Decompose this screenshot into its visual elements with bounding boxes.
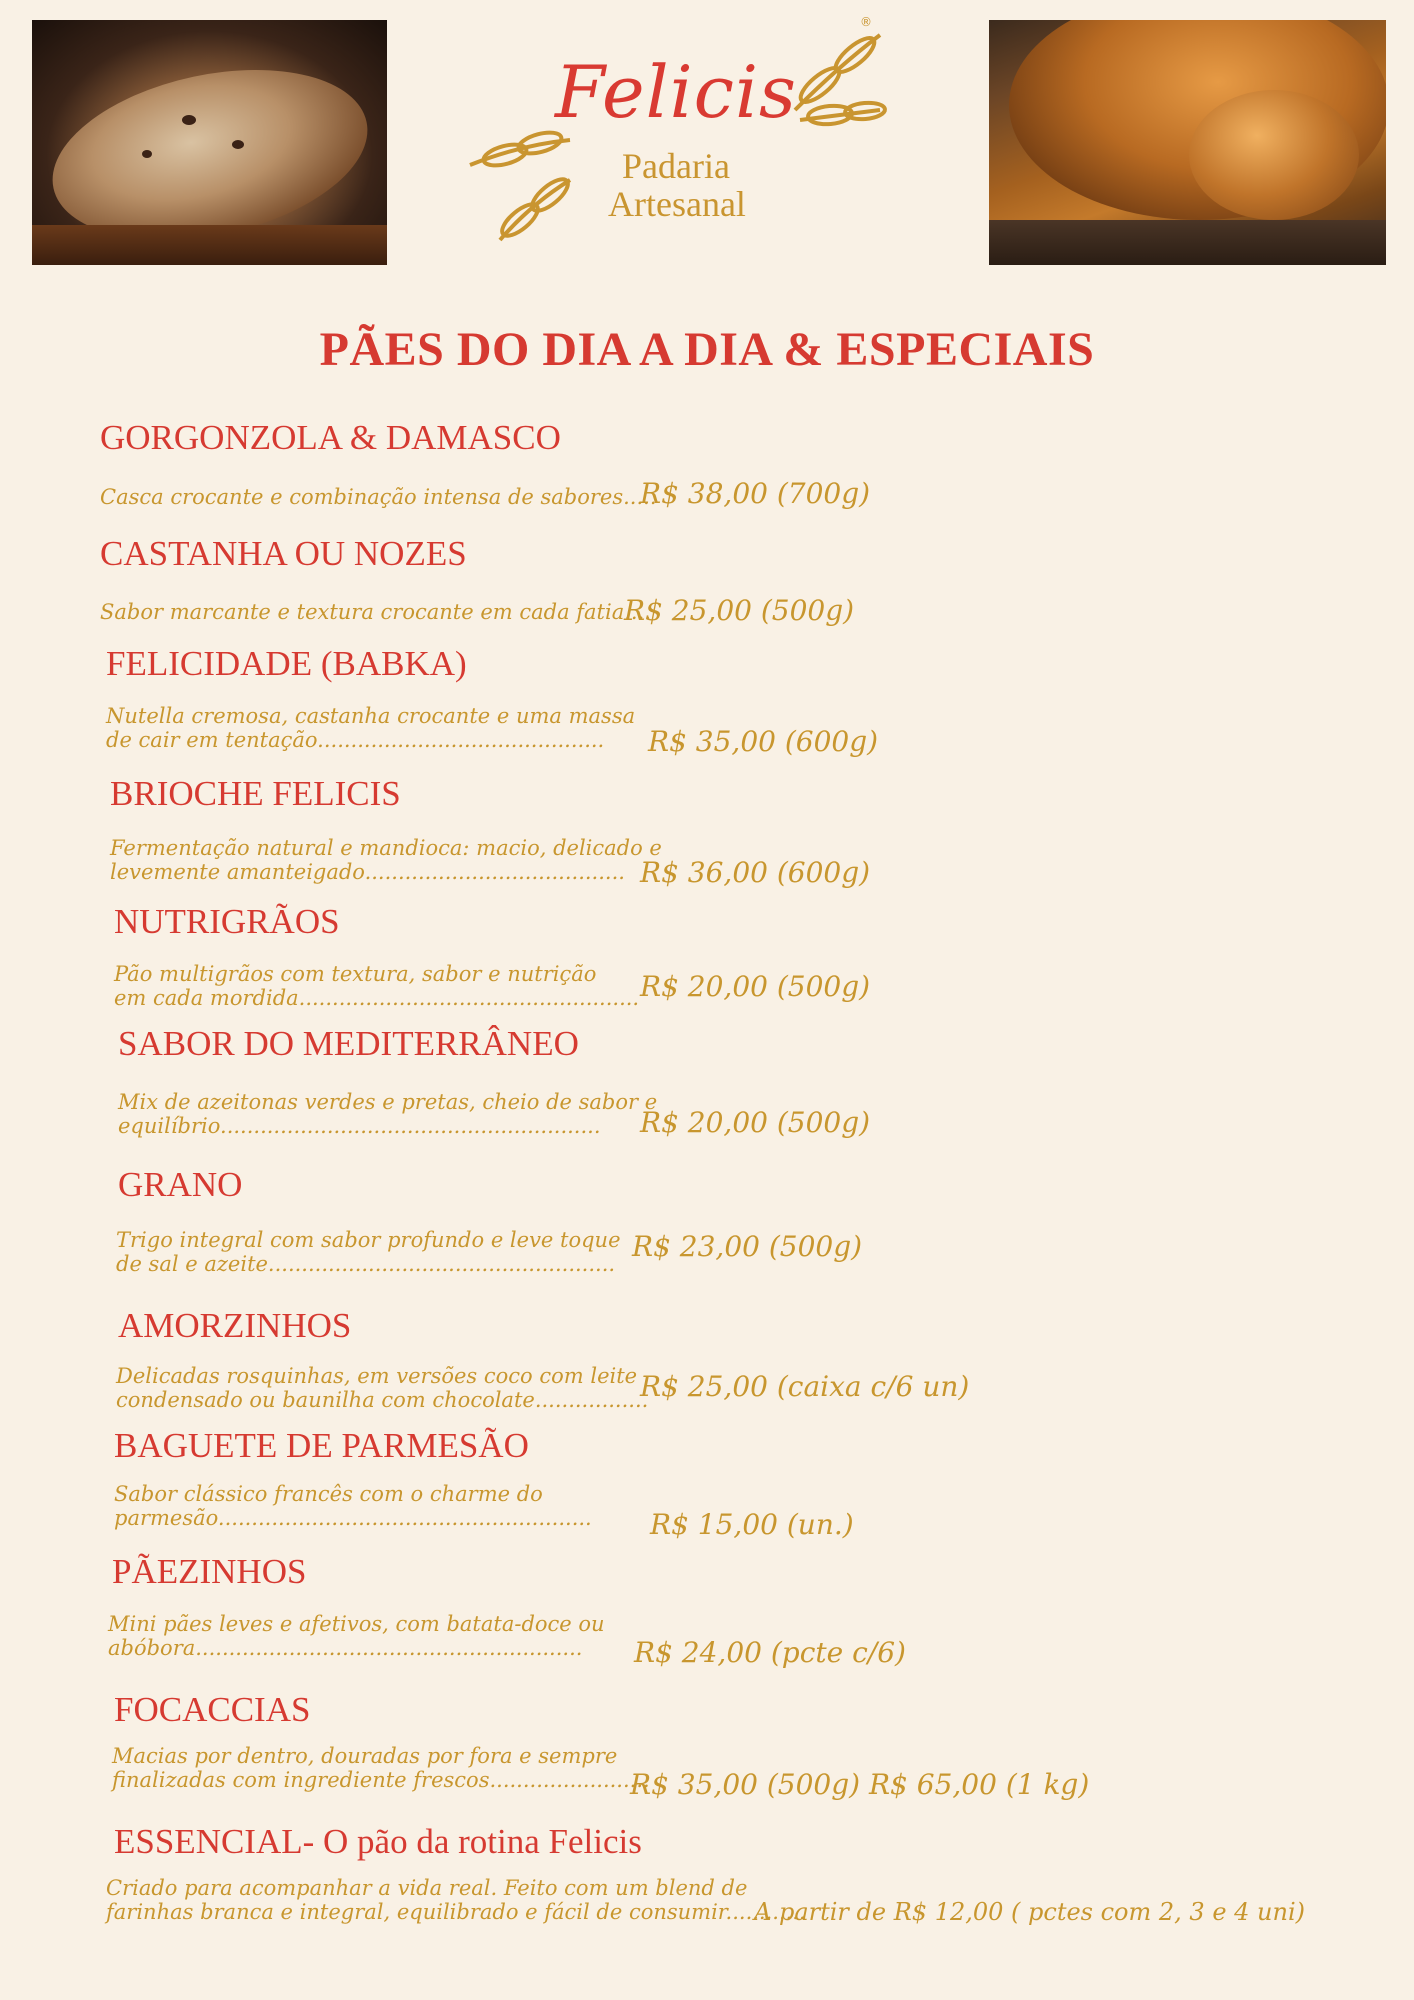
item-name: PÃEZINHOS — [112, 1552, 307, 1591]
item-name: SABOR DO MEDITERRÂNEO — [118, 1024, 579, 1063]
item-name: AMORZINHOS — [118, 1306, 352, 1345]
item-description: Sabor clássico francês com o charme do parmesão........................................................ — [114, 1482, 592, 1530]
item-description: Macias por dentro, douradas por fora e sempre finalizadas com ingrediente frescos........................ — [112, 1744, 650, 1792]
item-name: GRANO — [118, 1165, 243, 1204]
brand-logo — [460, 15, 900, 255]
item-name: GORGONZOLA & DAMASCO — [100, 418, 561, 457]
logo-brand: Felicis — [555, 50, 797, 134]
item-name: ESSENCIAL- O pão da rotina Felicis — [114, 1822, 642, 1861]
item-price: R$ 24,00 (pcte c/6) — [634, 1636, 906, 1669]
bread-photo — [32, 20, 387, 265]
registered-mark: ® — [860, 15, 872, 29]
brioche-photo — [989, 20, 1386, 265]
item-price: R$ 20,00 (500g) — [640, 970, 871, 1003]
item-price: R$ 38,00 (700g) — [640, 477, 871, 510]
item-description: Trigo integral com sabor profundo e leve toque de sal e azeite.................................................... — [116, 1228, 621, 1276]
item-price: R$ 23,00 (500g) — [632, 1230, 863, 1263]
item-description: Pão multigrãos com textura, sabor e nutrição em cada mordida................................................... — [114, 962, 640, 1010]
item-description: Delicadas rosquinhas, em versões coco com leite condensado ou baunilha com chocolate................. — [116, 1364, 649, 1412]
item-name: CASTANHA OU NOZES — [100, 534, 467, 573]
item-name: BAGUETE DE PARMESÃO — [114, 1426, 529, 1465]
item-price: R$ 15,00 (un.) — [650, 1508, 854, 1541]
item-description: Mix de azeitonas verdes e pretas, cheio de sabor e equilíbrio......................................................... — [118, 1090, 658, 1138]
item-name: NUTRIGRÃOS — [114, 902, 340, 941]
item-price: R$ 25,00 (caixa c/6 un) — [640, 1370, 970, 1403]
item-description: Fermentação natural e mandioca: macio, delicado e levemente amanteigado....................................... — [110, 836, 662, 884]
item-description: Criado para acompanhar a vida real. Feito com um blend de farinhas branca e integral, equilibrado e fácil de consumir............ — [106, 1876, 806, 1924]
item-price: R$ 20,00 (500g) — [640, 1106, 871, 1139]
item-name: FOCACCIAS — [114, 1690, 311, 1729]
item-name: BRIOCHE FELICIS — [110, 774, 401, 813]
item-price: A partir de R$ 12,00 ( pctes com 2, 3 e 4 uni) — [754, 1898, 1306, 1926]
item-description: Mini pães leves e afetivos, com batata-doce ou abóbora.......................................................... — [108, 1612, 605, 1660]
item-description: Nutella cremosa, castanha crocante e uma massa de cair em tentação........................................... — [106, 704, 636, 752]
page-title: PÃES DO DIA A DIA & ESPECIAIS — [319, 323, 1095, 376]
item-price: R$ 25,00 (500g) — [624, 594, 855, 627]
item-price: R$ 35,00 (600g) — [648, 725, 879, 758]
logo-line2: Artesanal — [608, 184, 746, 224]
item-name: FELICIDADE (BABKA) — [106, 644, 467, 683]
item-price: R$ 35,00 (500g) R$ 65,00 (1 kg) — [630, 1768, 1090, 1801]
logo-line1: Padaria — [622, 146, 730, 186]
item-description: Sabor marcante e textura crocante em cada fatia.... — [100, 600, 651, 624]
item-price: R$ 36,00 (600g) — [640, 856, 871, 889]
item-description: Casca crocante e combinação intensa de sabores..... — [100, 485, 657, 509]
